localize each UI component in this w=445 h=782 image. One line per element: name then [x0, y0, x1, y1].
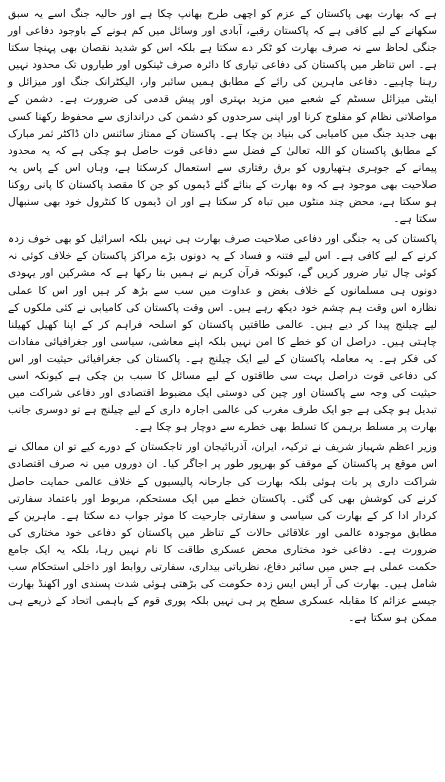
article-paragraph-2: پاکستان کی یہ جنگی اور دفاعی صلاحیت صرف بھارت ہی نہیں بلکہ اسرائیل کو بھی خوف زدہ کرنے کے لیے کافی ہے۔ اس لیے فتنہ و فساد کے یہ دونوں بڑے مراکز پاکستان کے خلاف کوئی نہ کوئی چال تیار ضرور کریں گے، کیونکہ قرآن کریم نے ہمیں بتا رکھا ہے کہ مشرکین اور یہودی دونوں ہی مسلمانوں کے خلاف بغض و عداوت میں سب سے بڑھ کر ہیں اور اس کا عملی نظارہ اس وقت ہم چشم خود دیکھ رہے ہیں۔ اس وقت پاکستان کی کامیابی نے کئی ملکوں کے لیے چیلنج پیدا کر دیے ہیں۔ عالمی طاقتیں پاکستان کو اسلحہ فراہم کر کے اپنا کھیل کھیلنا چاہتی ہیں۔ دراصل ان کو خطے کا امن نہیں بلکہ اپنے معاشی، سیاسی اور جغرافیائی مفادات کی فکر ہے۔ یہ معاملہ پاکستان کے لیے ایک چیلنج ہے۔ پاکستان کی جغرافیائی حیثیت اور اس کی دفاعی قوت دراصل بہت سی طاقتوں کے لیے مسائل کا سبب بن چکی ہے کیونکہ اسی حیثیت کی وجہ سے پاکستان اور چین کی دوستی ایک مضبوط اقتصادی اور دفاعی شراکت میں تبدیل ہو چکی ہے جو ایک طرف مغرب کی عالمی اجارہ داری کے لیے چیلنج ہے تو دوسری جانب بھارت پر مسلط برہمن کا تسلط بھی خطرے سے دوچار ہو چکا ہے۔ — [8, 233, 437, 434]
article-paragraph-3: وزیر اعظم شہباز شریف نے ترکیہ، ایران، آذربائیجان اور تاجکستان کے دورے کیے تو ان ممالک نے اس موقع پر پاکستان کے موقف کو بھرپور طور پر اجاگر کیا۔ ان دوروں میں نہ صرف اقتصادی شراکت داری پر بات ہوئی بلکہ بھارت کی جارحانہ پالیسیوں کے خلاف عالمی حمایت حاصل کرنے کی کوشش بھی کی گئی۔ پاکستان خطے میں ایک مستحکم، مربوط اور باعتماد سفارتی کردار ادا کر کے بھارت کی سیاسی و سفارتی جارحیت کا موثر جواب دے سکتا ہے۔ ماہرین کے مطابق موجودہ عالمی اور علاقائی حالات کے تناظر میں پاکستان کو دفاعی خود مختاری کی ضرورت ہے۔ دفاعی خود مختاری محض عسکری طاقت کا نام نہیں رہا، بلکہ یہ ایک جامع حکمت عملی ہے جس میں سائبر دفاع، نظریاتی بیداری، سفارتی روابط اور داخلی استحکام سب شامل ہیں۔ بھارت کی آر ایس ایس زدہ حکومت کی بڑھتی ہوئی شدت پسندی اور اکھنڈ بھارت جیسے عزائم کا مقابلہ عسکری سطح پر ہی نہیں بلکہ پوری قوم کے باہمی اتحاد کے ذریعے ہی ممکن ہو سکتا ہے۔ — [8, 441, 437, 625]
article-paragraph-1: ہے کہ بھارت بھی پاکستان کے عزم کو اچھی طرح بھانپ چکا ہے اور حالیہ جنگ اسے یہ سبق سکھانے کے لیے کافی ہے کہ پاکستان رقبے، آبادی اور وسائل میں کم ہونے کے باوجود دفاعی اور جنگی لحاظ سے نہ صرف بھارت کو ٹکر دے سکتا ہے بلکہ اس کو شدید نقصان بھی پہنچا سکتا ہے۔ اس تناظر میں پاکستان کی دفاعی تیاری کا دائرہ صرف ٹینکوں اور طیاروں تک محدود نہیں رہنا چاہیے۔ دفاعی ماہرین کی رائے کے مطابق ہمیں سائبر وار، الیکٹرانک جنگ اور میزائل و اینٹی میزائل سسٹم کے شعبے میں مزید بہتری اور پیش قدمی کی ضرورت ہے۔ دشمن کے مواصلاتی نظام کو مفلوج کرنا اور اپنی سرحدوں کو دشمن کی دراندازی سے محفوظ رکھنا کسی بھی جدید جنگ میں کامیابی کی بنیاد بن چکا ہے۔ پاکستان کے ممتاز سائنس دان ڈاکٹر ثمر مبارک کے مطابق پاکستان کو اللہ تعالیٰ کے فضل سے دفاعی قوت حاصل ہو چکی ہے کہ یہ محدود پیمانے کے جوہری ہتھیاروں کو برق رفتاری سے استعمال کرسکتا ہے، وہاں اس کے پاس یہ صلاحیت بھی موجود ہے کہ وہ بھارت کے بنائے گئے ڈیموں کو جن کا مقصد پاکستان کا پانی روکنا ہو سکتا ہے، محض چند منٹوں میں تباہ کر سکتا ہے اور ان ڈیموں کا کنٹرول خود بھی سنبھال سکتا ہے۔ — [8, 8, 437, 226]
